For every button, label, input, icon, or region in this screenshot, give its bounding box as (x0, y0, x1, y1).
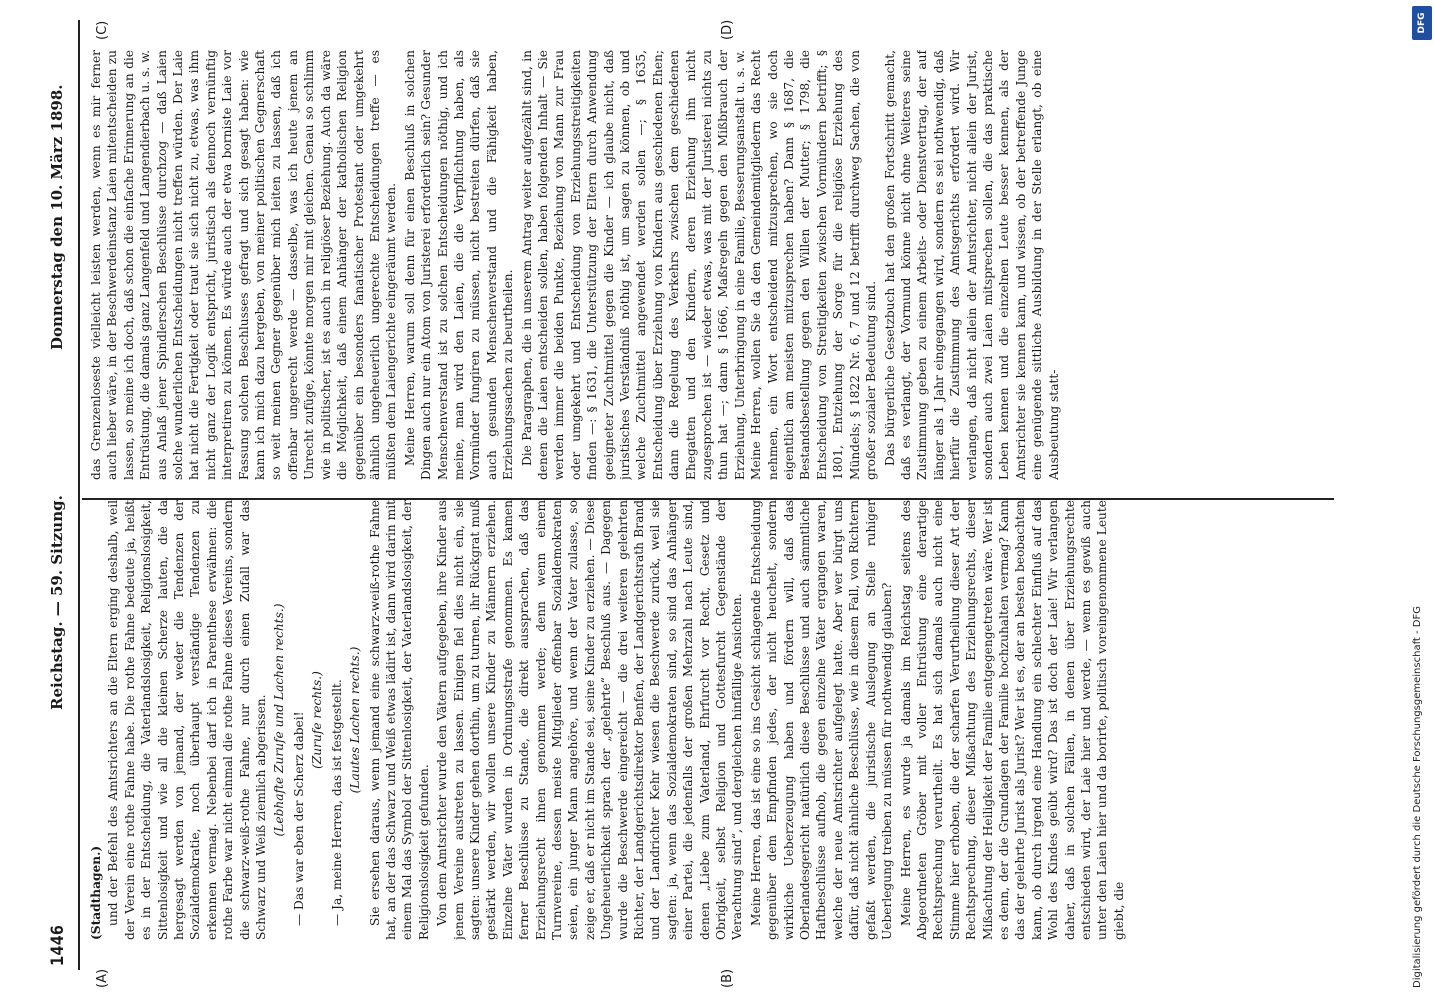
page-number: 1446 (48, 925, 68, 966)
digitization-note-text: Digitalisierung gefördert durch die Deutsche Forschungsgemeinschaft - DFG (1412, 605, 1423, 988)
paragraph: Die Paragraphen, die in unserem Antrag weiter aufgezählt sind, in denen die Laien entscheiden sollen, haben folgenden Inhalt — Sie werden immer die beiden Punkte, Beziehung von Mann zur Frau oder umgekehrt und Entscheidung von Erziehungsstreitigkeiten finden —: § 1631, die Unterstützung der Eltern durch Anwendung geeigneter Zuchtmittel gegen die Kinder — ich glaube nicht, daß juristisches Verständniß nöthig ist, um sagen zu können, ob und welche Zuchtmittel angewendet werden sollen —; § 1635, Entscheidung über Erziehung von Kindern aus geschiedenen Ehen; dann die Regelung des Verkehrs zwischen dem geschiedenen Ehegatten und den Kindern, deren Erziehung ihm nicht zugesprochen ist — wieder etwas, was mit der Juristerei nichts zu thun hat —; dann § 1666, Maßregeln gegen den Mißbrauch der Erziehung, Unterbringung in eine Familie, Besserungsanstalt u. s. w. Meine Herren, wollen Sie da den Gemeindemitgliedern das Recht nehmen, ein Wort entscheidend mitzusprechen, wo sie doch eigentlich am meisten mitzusprechen haben? Dann § 1687, die Bestandsbestellung gegen den Willen der Mutter; § 1798, die Entscheidung von Streitigkeiten zwischen Vormündern betrifft; § 1801, Entziehung der Sorge für die religiöse Erziehung des Mündels; § 1822 Nr. 6, 7 und 12 betrifft durchweg Sachen, die von großer sozialer Bedeutung sind. (519, 50, 879, 480)
paragraph: Sie ersehen daraus, wenn jemand eine schwarz-weiß-rothe Fahne hat, an der das Schwarz und Weiß etwas lädirt ist, dann wird darin mit einem Mal das Symbol der Sittenlosigkeit, der Vaterlandslosigkeit, der Religionslosigkeit gefunden. (367, 500, 431, 940)
margin-letter-d: (D) (720, 19, 735, 40)
session-title: Reichstag. — 59. Sitzung. (48, 495, 66, 710)
paragraph: — Ja, meine Herren, das ist festgestellt. (329, 679, 344, 926)
paragraph: — Das war eben der Scherz dabei! (291, 711, 306, 926)
margin-letter-b: (B) (720, 968, 735, 988)
header-rule (78, 20, 80, 970)
interjection: (Lautes Lachen rechts.) (348, 646, 363, 794)
dfg-logo-text: DFG (1417, 12, 1427, 34)
right-column (88, 50, 1333, 480)
paragraph: Von dem Amtsrichter wurde den Vätern aufgegeben, ihre Kinder aus jenem Vereine austreten zu lassen. Einigen fiel dies nicht ein, sie sagten: unsere Kinder gehen dorthin, um zu turnen, ihr Rückgrat muß gestärkt werden, wir wollen unsere Kinder zu Männern erziehen. Einzelne Väter wurden in Ordnungsstrafe genommen. Es kamen ferner Beschlüsse zu Stande, die direkt aussprachen, daß das Erziehungsrecht ihnen genommen werde; denn wenn einem Turnvereine, dessen meiste Mitglieder offenbar Sozialdemokraten seien, ein junger Mann angehöre, und wenn der Vater zulasse, so zeige er, daß er nicht im Stande sei, seine Kinder zu erziehen. — Diese Ungeheuerlichkeit sprach der „gelehrte“ Beschluß aus. — Dagegen wurde die Beschwerde eingereicht — die drei weiteren gelehrten Richter, der Landgerichtsdirektor Benfen, der Landgerichtsrath Brand und der Landrichter Kehr wiesen die Beschwerde zurück, weil sie sagten: ja, wenn das Sozialdemokraten sind, so sind das Anhänger einer Partei, die jedenfalls der großen Mehrzahl nach Leute sind, denen „Liebe zum Vaterland, Ehrfurcht vor Recht, Gesetz und Obrigkeit, selbst Religion und Gottesfurcht Gegenstände der Verachtung sind“, und dergleichen hinfällige Ansichten. (435, 500, 745, 940)
paragraph: Das bürgerliche Gesetzbuch hat den großen Fortschritt gemacht, daß es verlangt, der Vormund könne nicht ohne Weiteres seine Zustimmung geben zu einem Arbeits- oder Dienstvertrag, der auf länger als 1 Jahr eingegangen wird, sondern es sei nothwendig, daß hierfür die Zustimmung des Amtsgerichts erfordert wird. Wir verlangen, daß nicht allein der Amtsrichter, nicht allein der Jurist, sondern auch zwei Laien mitsprechen sollen, die das praktische Leben kennen und die einzelnen Leute besser kennen, als der Amtsrichter sie kennen kann, und wissen, ob der betreffende Junge eine genügende sittliche Ausbildung in der Stelle erlangt, ob eine Ausbeutung statt- (882, 50, 1061, 480)
left-column (88, 500, 1333, 940)
dfg-logo (1412, 6, 1432, 40)
margin-letter-a: (A) (95, 968, 110, 988)
interjection: (Zurufe rechts.) (310, 671, 325, 769)
paragraph: das Grenzenloseste vielleicht leisten werden, wenn es mir ferner auch lieber wäre, in der Beschwerdeinstanz Laien mitentscheiden zu lassen, so meine ich doch, daß schon die einfache Erinnerung an die Entrüstung, die damals ganz Langenfeld und Langendierbach u. s. w. aus Anlaß jener Spindlerschen Beschlüsse durchzog — daß Laien solche wunderlichen Entscheidungen nicht treffen würden. Der Laie hat nicht die Fertigkeit oder traut sie sich nicht zu, etwas, was ihm nicht ganz der Logik entspricht, juristisch als dennoch vernünftig interpretiren zu können. Es würde auch der etwa borniste Laie vor Fassung solchen Beschlusses gefragt und sich gesagt haben: wie kann ich mich dazu hergeben, von meiner politischen Gegnerschaft so weit meinen Gegner gegenüber mich leiten zu lassen, daß ich offenbar ungerecht werde — dasselbe, was ich heute jenem an Unrecht zufüge, könnte morgen mir mit gleichen. Genau so schlimm wie in politischer, ist es auch in religiöser Beziehung. Auch da wäre die Möglichkeit, daß einem Anhänger der katholischen Religion gegenüber ein besonders fanatischer Protestant oder umgekehrt ähnlich ungeheuerlich ungerechte Entscheidungen treffe — es müßten dem Laiengerichte eingeräumt werden. (89, 50, 399, 480)
session-date: Donnerstag den 10. März 1898. (48, 84, 66, 350)
page-header (26, 0, 76, 1000)
paragraph: Meine Herren, es wurde ja damals im Reichstag seitens des Abgeordneten Gröber mit voller Entrüstung eine derartige Rechtsprechung verurtheilt. Es hat sich damals auch nicht eine Stimme hier erhoben, die der scharfen Verurtheilung dieser Art der Rechtsprechung, dieser Mißachtung des Erziehungsrechts, dieser Mißachtung der Heiligkeit der Familie entgegengetreten wäre. Wer ist es denn, der die Grundlagen der Familie hochzuhalten vermag? Kann das der gelehrte Jurist als Jurist? Wer ist es, der an besten beobachten kann, ob durch irgend eine Handlung ein schlechter Einfluß auf das Wohl des Kindes geübt wird? Das ist doch der Laie! Wir verlangen daher, daß in solchen Fällen, in denen über Erziehungsrechte entschieden wird, der Laie hier und werde, — wenn es gewiß auch unter den Laien hier und da borirte, politisch voreingenommene Leute giebt, die (898, 500, 1126, 940)
speaker-name: (Stadthagen.) (89, 845, 103, 940)
paragraph: Meine Herren, das ist eine so ins Gesicht schlagende Entscheidung gegenüber dem Empfinden jedes, der nicht heuchelt, sondern wirkliche Ueberzeugung haben und fördern will, daß das Oberlandesgericht natürlich diese Beschlüsse und auch sämmtliche Haftbeschlüsse aufhob, die gegen einzelne Väter ergangen waren, welche der neue Amtsrichter aufgelegt hatte. Aber wer bürgt uns dafür, daß nicht ähnliche Beschlüsse, wie in diesem Fall, von Richtern gefaßt werden, die juristische Auslegung an Stelle ruhiger Ueberlegung treiben zu müssen für nothwendig glauben? (748, 500, 895, 940)
paragraph: Meine Herren, warum soll denn für einen Beschluß in solchen Dingen auch nur ein Atom von Juristerei erforderlich sein? Gesunder Menschenverstand ist zu solchen Entscheidungen nöthig, und ich meine, man wird den Laien, die die Verpflichtung haben, als Vormünder fungiren zu müssen, nicht bestreiten dürfen, daß sie auch gesunden Menschenverstand und die Fähigkeit haben, Erziehungssachen zu beurtheilen. (402, 50, 516, 480)
interjection: (Lebhafte Zurufe und Lachen rechts.) (272, 603, 287, 837)
digitization-note (1412, 8, 1430, 988)
margin-letter-c: (C) (95, 20, 110, 40)
paragraph: und der Befehl des Amtsrichters an die Eltern erging deshalb, weil der Verein eine rothe Fahne habe. Die rothe Fahne bedeute ja, heißt es in der Entscheidung, die Vaterlandslosigkeit, Religionslosigkeit, Sittenlosigkeit und wie all die kleinen Scherze lauten, die da hergesagt werden von jemand, der weder die Tendenzen der Sozialdemokratie, noch überhaupt verständige Tendenzen zu erkennen vermag. Nebenbei darf ich in Parenthese erwähnen: die rothe Farbe war nicht einmal die rothe Fahne dieses Vereins, sondern die schwarz-weiß-rothe Fahne, nur durch einen Zufall war das Schwarz und Weiß ziemlich abgerissen. (106, 500, 269, 940)
